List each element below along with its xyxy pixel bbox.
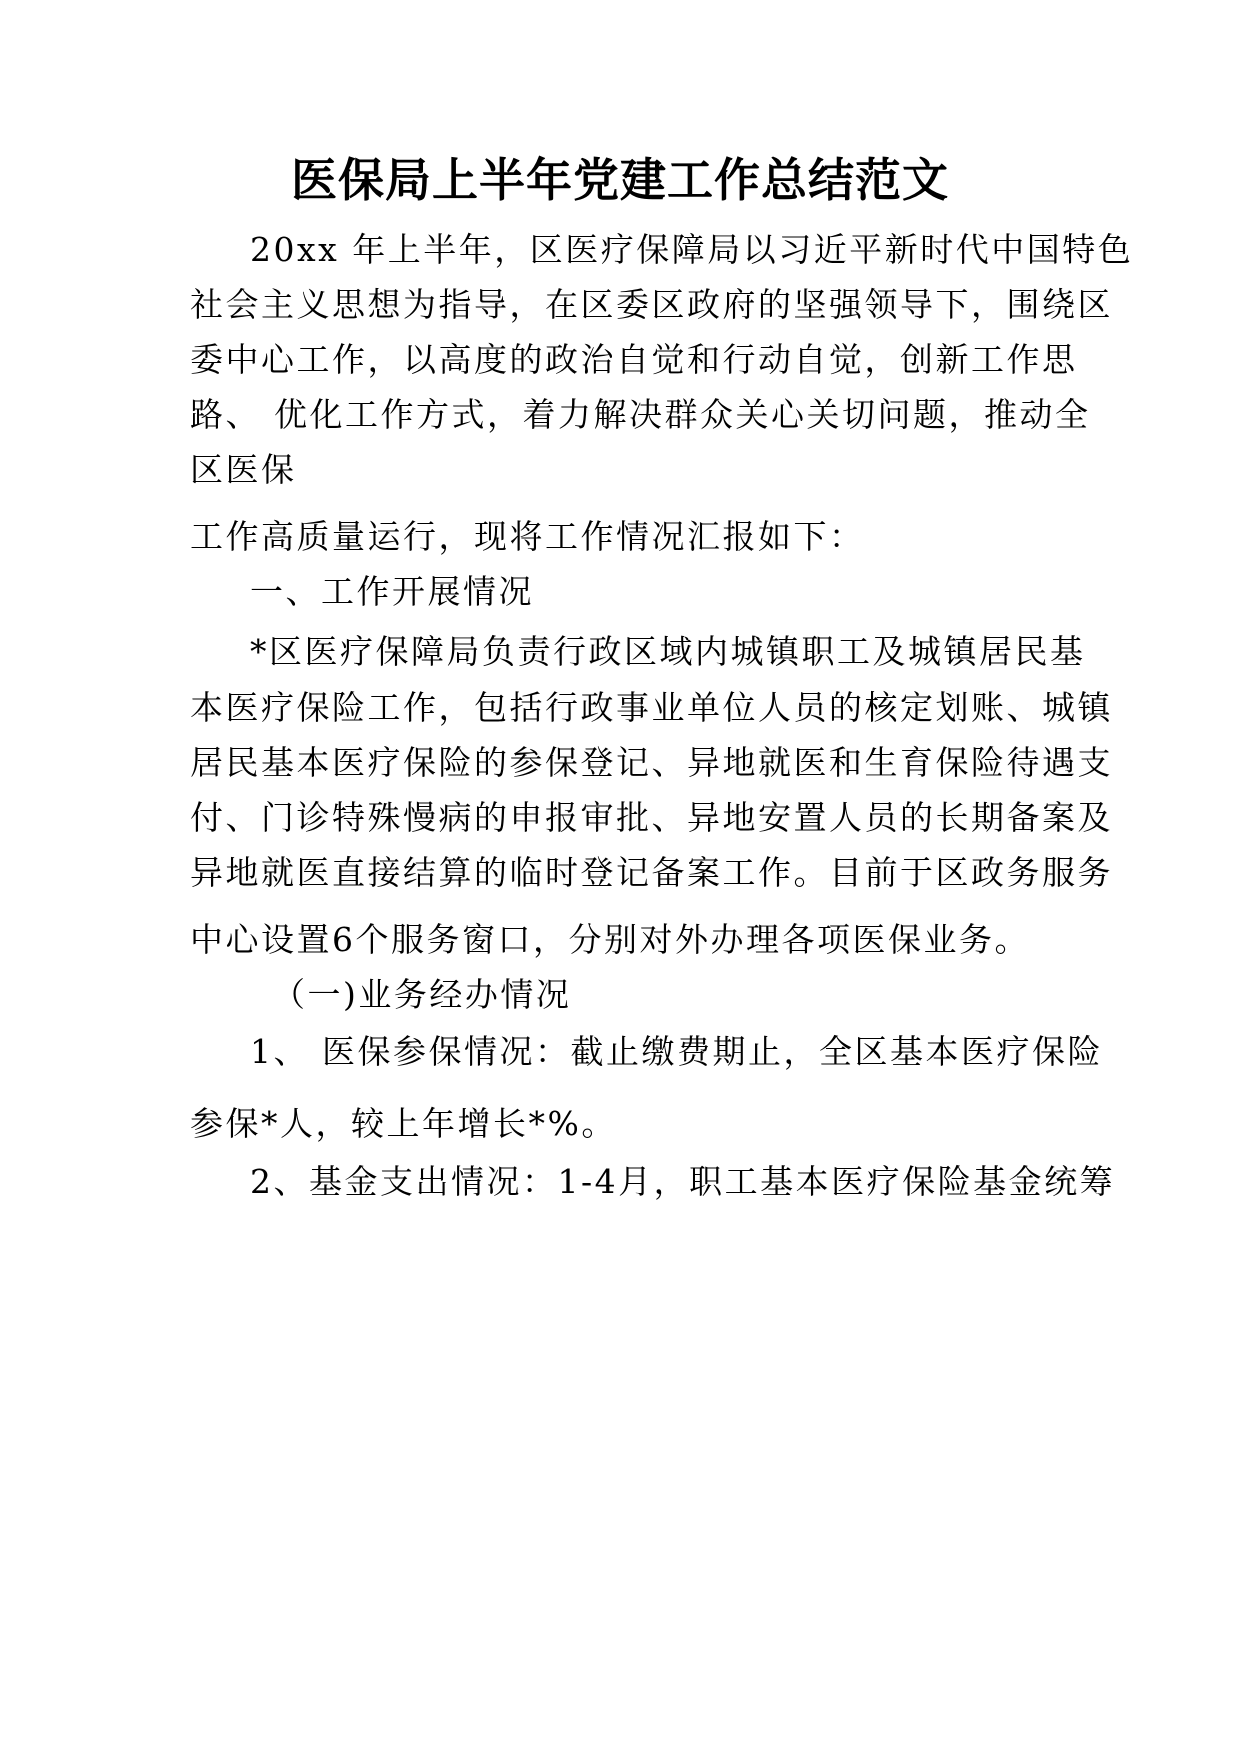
- paragraph-line: 区医保: [190, 450, 297, 489]
- paragraph-line: 参保*人，较上年增长*%。: [190, 1104, 617, 1143]
- paragraph-line: 2、基金支出情况：1-4月，职工基本医疗保险基金统筹: [250, 1162, 1116, 1201]
- paragraph-line: 委中心工作，以高度的政治自觉和行动自觉，创新工作思: [190, 340, 1078, 379]
- paragraph-line: 中心设置6个服务窗口，分别对外办理各项医保业务。: [190, 920, 1030, 959]
- paragraph-line: 社会主义思想为指导，在区委区政府的坚强领导下，围绕区: [190, 285, 1113, 324]
- paragraph-line: 工作高质量运行，现将工作情况汇报如下：: [190, 517, 865, 556]
- document-title: 医保局上半年党建工作总结范文: [291, 153, 949, 207]
- paragraph-line: 路、 优化工作方式，着力解决群众关心关切问题，推动全: [190, 395, 1091, 434]
- subsection-heading: （一)业务经办情况: [272, 975, 572, 1014]
- section-heading: 一、工作开展情况: [250, 572, 534, 611]
- paragraph-line: 异地就医直接结算的临时登记备案工作。目前于区政务服务: [190, 853, 1113, 892]
- paragraph-line: 付、门诊特殊慢病的申报审批、异地安置人员的长期备案及: [190, 798, 1113, 837]
- paragraph-line: *区医疗保障局负责行政区域内城镇职工及城镇居民基: [250, 632, 1086, 671]
- paragraph-line: 居民基本医疗保险的参保登记、异地就医和生育保险待遇支: [190, 743, 1113, 782]
- paragraph-line: 本医疗保险工作，包括行政事业单位人员的核定划账、城镇: [190, 688, 1113, 727]
- paragraph-line: 20xx 年上半年，区医疗保障局以习近平新时代中国特色: [250, 230, 1134, 269]
- paragraph-line: 1、 医保参保情况：截止缴费期止，全区基本医疗保险: [250, 1032, 1103, 1071]
